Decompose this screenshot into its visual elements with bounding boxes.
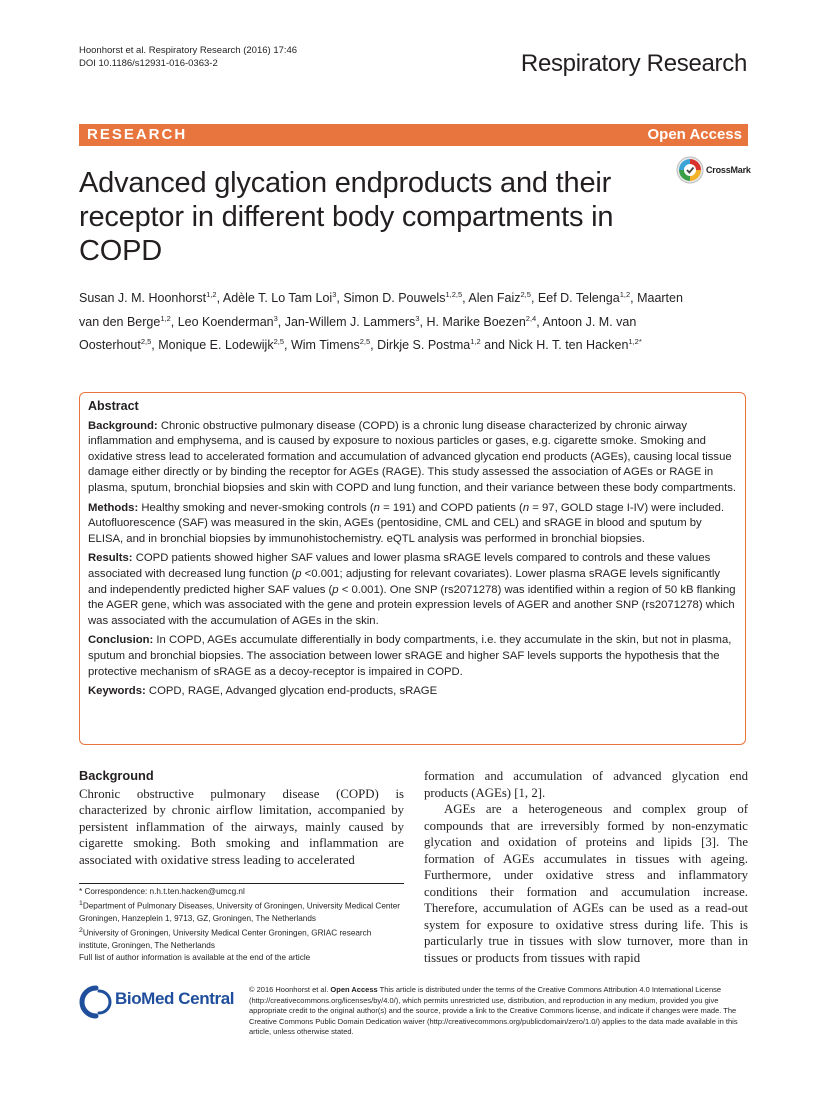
author-name[interactable]: H. Marike Boezen (426, 314, 526, 329)
author-affiliation-mark: 1,2 (206, 290, 217, 299)
biomed-central-icon (79, 985, 113, 1019)
author-affiliation-mark: 2,5 (359, 337, 371, 347)
affiliation-1 (79, 898, 404, 925)
author-affiliation-mark: 3 (273, 313, 278, 323)
author-separator: , (284, 338, 291, 353)
author-separator: , (536, 314, 543, 329)
abstract-background (88, 419, 738, 497)
article-type-banner (79, 124, 748, 146)
methods-italic-n: n (373, 501, 380, 514)
affiliation-text: University of Groningen, University Medical Center Groningen, GRIAC research institute, Groningen, The Netherlands (79, 929, 372, 951)
affiliation-text: Department of Pulmonary Diseases, University of Groningen, University Medical Center Groningen, Hanzeplein 1, 9713, GZ, Groningen, The Netherlands (79, 901, 400, 924)
crossmark-label: CrossMark (706, 165, 751, 175)
biomed-central-logo[interactable] (79, 985, 239, 1019)
affiliation-mark: 2 (79, 927, 83, 935)
abstract-keywords-label: Keywords: (88, 685, 146, 698)
author-separator: , (216, 291, 223, 306)
author-name[interactable]: Antoon J. M. van Oosterhout (79, 314, 637, 353)
author-separator: , (419, 314, 427, 329)
author-separator: , (336, 291, 344, 306)
author-affiliation-mark: 2,5 (520, 290, 531, 299)
author-separator: , (370, 338, 378, 353)
correspondence-note[interactable]: * Correspondence: n.h.t.ten.hacken@umcg.nl (79, 887, 245, 896)
body-paragraph-left: Chronic obstructive pulmonary disease (COPD) is characterized by chronic airflow limitation, accompanied by persistent inflammation of the airways, mainly caused by cigarette smoking. Both smoking and inflammation are associated with oxidative stress leading to accelerated (79, 786, 404, 867)
abstract-results-label: Results: (88, 552, 133, 565)
methods-italic-n: n (522, 501, 530, 514)
author-separator: , (462, 291, 469, 306)
open-access-label: Open Access (647, 126, 742, 143)
methods-text-part: Healthy smoking and never-smoking controls ( (141, 501, 374, 514)
abstract-keywords-text: COPD, RAGE, Advanged glycation end-products, sRAGE (148, 685, 438, 698)
author-separator: , (151, 338, 159, 353)
abstract-methods (88, 501, 738, 548)
citation-header (79, 44, 297, 70)
doi-line[interactable]: DOI 10.1186/s12931-016-0363-2 (79, 58, 218, 69)
author-name[interactable]: Eef D. Telenga (537, 291, 620, 306)
abstract-background-text: Chronic obstructive pulmonary disease (COPD) is a chronic lung disease characterized by chronic airway inflammation and emphysema, and is caused by exposure to noxious particles or gases, e.g. cigarette smoke. Smoking and oxidative stress lead to accelerated formation and accumulation of advanced glycation end products (AGEs), causing local tissue damage either directly or by binding the receptor for AGEs (RAGE). This study assessed the association of AGEs or RAGE in plasma, sputum, bronchial biopsies and skin with COPD and lung function, and their variance between these body compartments. (88, 419, 737, 494)
results-italic-p: p (332, 583, 339, 596)
affiliation-mark: 1 (79, 900, 83, 908)
author-affiliation-mark: 3 (332, 290, 337, 299)
abstract-conclusion-text: In COPD, AGEs accumulate differentially in body compartments, i.e. they accumulate in the skin, but not in plasma, sputum and bronchial biopsies. The association between lower sRAGE and higher SAF levels supports the hypothesis that the protective mechanism of sRAGE as a decoy-receptor is impaired in COPD. (88, 634, 732, 678)
author-name[interactable]: Alen Faiz (468, 291, 521, 306)
article-type-label: RESEARCH (87, 126, 188, 143)
abstract-methods-label: Methods: (88, 501, 139, 514)
author-separator: , (277, 314, 285, 329)
author-name[interactable]: and Nick H. T. ten Hacken (484, 338, 629, 353)
results-text-part: COPD patients showed higher SAF values and lower plasma sRAGE levels compared to controls and these values associated with decreased lung function ( (88, 552, 711, 580)
author-affiliation-mark: 1,2,5 (445, 290, 463, 299)
citation-line-1: Hoonhorst et al. Respiratory Research (2016) 17:46 (79, 45, 298, 56)
author-affiliation-mark: 2,5 (140, 337, 152, 347)
author-affiliation-mark: 3 (415, 313, 420, 323)
author-name[interactable]: Simon D. Pouwels (343, 291, 446, 306)
author-name[interactable]: Wim Timens (290, 338, 360, 353)
author-name[interactable]: Jan-Willem J. Lammers (284, 314, 416, 329)
author-name[interactable]: Leo Koenderman (177, 314, 274, 329)
author-name[interactable]: Maarten van den Berge (79, 291, 683, 329)
author-list (79, 285, 699, 356)
license-statement (249, 985, 749, 1038)
license-open-access: Open Access (330, 985, 378, 994)
body-left-column (79, 768, 404, 868)
abstract-heading: Abstract (88, 399, 139, 413)
abstract-results (88, 551, 738, 629)
author-affiliation-mark: 2,4 (525, 313, 537, 323)
abstract-conclusion (88, 633, 738, 680)
abstract-box (79, 392, 746, 745)
author-affiliation-mark: 1,2 (160, 313, 171, 323)
affiliation-2 (79, 925, 404, 952)
body-right-column (424, 768, 748, 966)
article-title: Advanced glycation endproducts and their receptor in different body compartments in COPD (79, 167, 614, 267)
results-text-part: <0.001; adjusting for relevant covariates). Lower plasma sRAGE levels significantly and independently predicted higher SAF values ( (88, 567, 721, 596)
results-text-part: < 0.001). One SNP (rs2071278) was identified within a region of 50 kB flanking the AGER gene, which was associated with the gene and protein expression levels of AGER and another SNP (rs2071278) which was associated with the accumulation of AGEs in the skin. (88, 583, 736, 627)
footnotes (79, 883, 404, 965)
full-author-info-note: Full list of author information is available at the end of the article (79, 953, 311, 963)
author-name[interactable]: Dirkje S. Postma (377, 338, 471, 353)
author-name[interactable]: Susan J. M. Hoonhorst (79, 291, 207, 306)
section-heading: Background (79, 768, 154, 783)
author-affiliation-mark: 1,2* (628, 337, 642, 347)
crossmark-icon (676, 156, 704, 184)
abstract-conclusion-label: Conclusion: (88, 634, 154, 647)
biomed-central-text: BioMed Central (115, 989, 235, 1008)
author-name[interactable]: Adèle T. Lo Tam Loi (222, 291, 333, 306)
results-italic-p: p (295, 567, 302, 580)
license-text-part: This article is distributed under the terms of the Creative Commons Attribution 4.0 International License (http://creativecommons.org/licenses/by/4.0/), which permits unrestricted use, distribution, and reproduction in any medium, provided you give appropriate credit to the original author(s) and the source, provide a link to the Creative Commons license, and indicate if changes were made. The Creative Commons Public Domain Dedication waiver (http://creativecommons.org/publicdomain/zero/1.0/) applies to the data made available in this article, unless otherwise stated. (249, 985, 738, 1036)
license-text-part: © 2016 Hoonhorst et al. (249, 985, 331, 994)
author-name[interactable]: Monique E. Lodewijk (158, 338, 274, 353)
body-paragraph-right-1: formation and accumulation of advanced glycation end products (AGEs) [1, 2]. (424, 769, 748, 800)
methods-text-part: = 191) and COPD patients ( (379, 501, 523, 514)
abstract-keywords (88, 684, 738, 700)
author-affiliation-mark: 1,2 (619, 290, 631, 299)
author-separator: , (170, 314, 178, 329)
author-affiliation-mark: 1,2 (470, 337, 481, 347)
abstract-background-label: Background: (88, 419, 158, 432)
methods-text-part: = 97, GOLD stage I-IV) were included. Autofluorescence (SAF) was measured in the skin, AGEs (pentosidine, CML and CEL) and sRAGE in blood and sputum by ELISA, and in bronchial biopsies by immunohistochemistry. eQTL analysis was performed in bronchial biopsies. (88, 501, 725, 545)
journal-name: Respiratory Research (520, 50, 747, 77)
author-affiliation-mark: 2,5 (273, 337, 285, 347)
author-separator: , (630, 291, 638, 306)
crossmark-badge[interactable] (676, 156, 751, 190)
body-paragraph-right-2: AGEs are a heterogeneous and complex group of compounds that are irreversibly formed by non-enzymatic glycation and oxidation of proteins and lipids [3]. The formation of AGEs accumulates in tissues with ageing. Furthermore, under oxidative stress and inflammatory conditions their formation and accumulation increase. Therefore, accumulation of AGEs can be used as a read-out system for exposure to oxidative stress during life. This is particularly true in tissues with slow turnover, more than in tissues or products from tissues with rapid (424, 802, 748, 965)
author-separator: , (530, 291, 538, 306)
